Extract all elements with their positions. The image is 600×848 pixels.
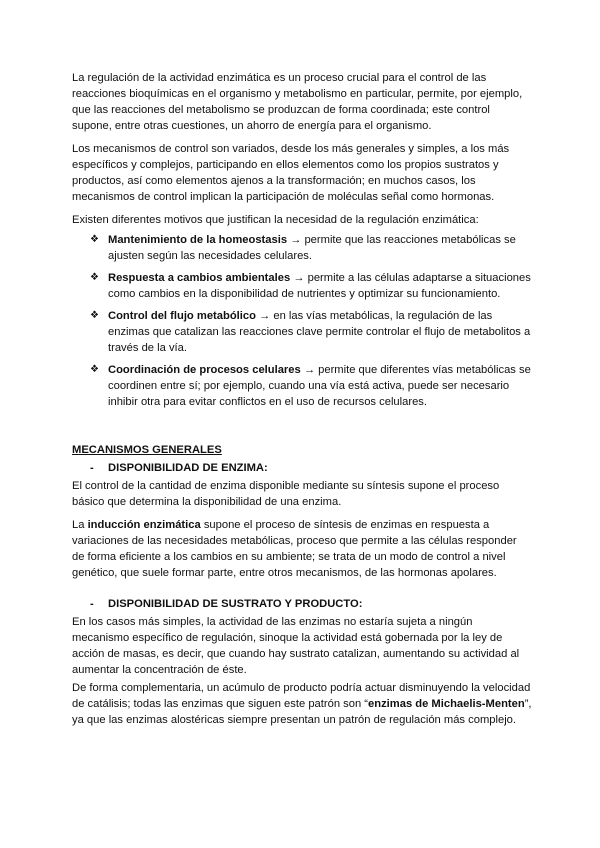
reason-term: Mantenimiento de la homeostasis (108, 234, 288, 246)
text-run: supone el proceso de síntesis de enzimas en respuesta a variaciones de las necesidades metabólicas, proceso que permite a las células responder de forma eficiente a los cambios en su ambiente; se trata de un modo de control a nivel genético, que suele formar parte, entre otros mecanismos, de las hormonas apolares. (72, 519, 517, 579)
list-item (72, 308, 532, 356)
diamond-bullet-icon: ❖ (90, 272, 99, 283)
list-item (72, 270, 532, 302)
reason-term: Coordinación de procesos celulares (108, 364, 301, 376)
reason-text: → permite a las células adaptarse a situaciones como cambios en la disponibilidad de nutrientes y optimizar su funcionamiento. (108, 272, 531, 300)
diamond-bullet-icon: ❖ (90, 364, 99, 375)
document-page (72, 70, 532, 735)
intro-paragraph-2: Los mecanismos de control son variados, desde los más generales y simples, a los más específicos y complejos, participando en ellos elementos como los propios sustratos y productos, así como elementos ajenos a la transformación; en muchos casos, los mecanismos de control implican la participación de moléculas señal como hormonas. (72, 143, 510, 203)
subheading-text: DISPONIBILIDAD DE SUSTRATO Y PRODUCTO: (108, 598, 363, 610)
dash-bullet: - (90, 598, 94, 610)
reason-text: → en las vías metabólicas, la regulación de las enzimas que catalizan las reacciones clave permite controlar el flujo de metabolitos a través de la vía. (108, 310, 531, 354)
intro-paragraph-3: Existen diferentes motivos que justifican la necesidad de la regulación enzimática: (72, 214, 479, 226)
bold-term: enzimas de Michaelis-Menten (368, 698, 525, 710)
section-title: MECANISMOS GENERALES (72, 444, 222, 456)
intro-paragraph-1: La regulación de la actividad enzimática es un proceso crucial para el control de las reacciones bioquímicas en el organismo y metabolismo en particular, permite, por ejemplo, que las reacciones del metabolismo se produzcan de forma coordinada; este control supone, entre otras cuestiones, un ahorro de energía para el organismo. (72, 72, 523, 132)
enzyme-paragraph-1: El control de la cantidad de enzima disponible mediante su síntesis supone el proceso básico que determina la disponibilidad de una enzima. (72, 480, 500, 508)
reason-text: → permite que diferentes vías metabólicas se coordinen entre sí; por ejemplo, cuando una vía está activa, puede ser necesario inhibir otra para evitar conflictos en el uso de recursos celulares. (108, 364, 531, 408)
diamond-bullet-icon: ❖ (90, 310, 99, 321)
list-item (72, 362, 532, 410)
diamond-bullet-icon: ❖ (90, 234, 99, 245)
subheading-substrate-product (72, 596, 532, 612)
bold-term: inducción enzimática (87, 519, 201, 531)
reason-term: Respuesta a cambios ambientales (108, 272, 291, 284)
text-run: De forma complementaria, un acúmulo de producto podría actuar disminuyendo la velocidad de catálisis; todas las enzimas que siguen este patrón son “ (72, 682, 531, 710)
substrate-paragraph-2 (72, 680, 532, 728)
substrate-paragraph-1: En los casos más simples, la actividad de las enzimas no estaría sujeta a ningún mecanismo específico de regulación, sinoque la actividad está gobernada por la ley de acción de masas, es decir, que cuando hay sustrato catalizan, aumentando su actividad al aumentar la concentración de éste. (72, 616, 520, 676)
subheading-enzyme-availability (72, 460, 532, 476)
reason-text: → permite que las reacciones metabólicas se ajusten según las necesidades celulares. (108, 234, 516, 262)
enzyme-paragraph-2 (72, 517, 532, 581)
list-item (72, 232, 532, 264)
text-run: ”, ya que las enzimas alostéricas siempre presentan un patrón de regulación más complejo. (72, 698, 532, 726)
text-run: La (72, 519, 88, 531)
subheading-text: DISPONIBILIDAD DE ENZIMA: (108, 462, 268, 474)
reasons-list (72, 232, 532, 410)
reason-term: Control del flujo metabólico (108, 310, 256, 322)
dash-bullet: - (90, 462, 94, 474)
